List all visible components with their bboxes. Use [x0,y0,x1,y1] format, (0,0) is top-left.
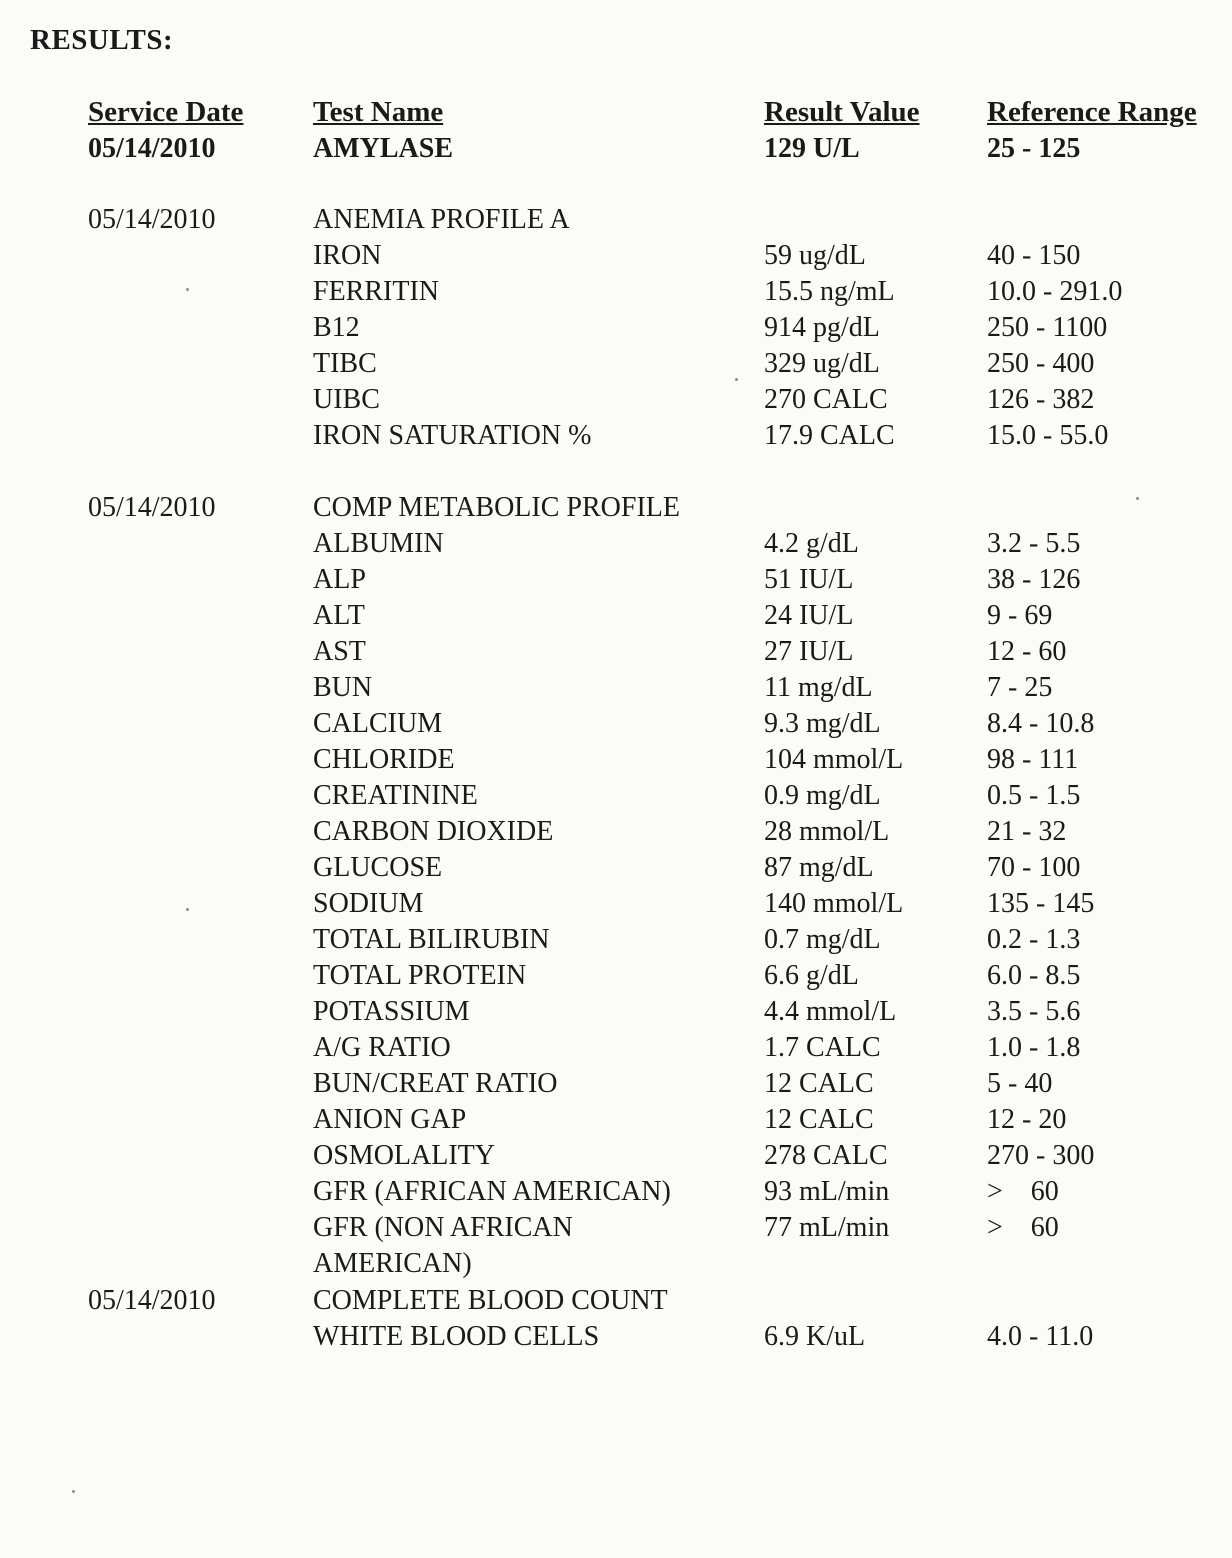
table-row [0,960,1232,996]
reference-range-cell: 0.5 - 1.5 [987,780,1081,811]
scan-speck [186,908,189,911]
scan-speck [735,378,738,381]
table-row [0,1140,1232,1176]
test-name-cell: CARBON DIOXIDE [313,816,554,847]
reference-range-cell: 270 - 300 [987,1140,1095,1171]
test-name-cell: FERRITIN [313,276,439,307]
table-row [0,1321,1232,1357]
result-value-cell: 28 mmol/L [764,816,890,847]
header-reference-range: Reference Range [987,96,1197,128]
reference-range-cell: 1.0 - 1.8 [987,1032,1081,1063]
test-name-cell: CREATININE [313,780,478,811]
reference-range-cell: > 60 [987,1212,1059,1243]
scan-speck [72,1490,75,1493]
header-test-name: Test Name [313,96,444,128]
reference-range-cell: 9 - 69 [987,600,1053,631]
table-row [0,888,1232,924]
reference-range-cell: 135 - 145 [987,888,1095,919]
scan-speck [1136,497,1139,500]
service-date-cell: 05/14/2010 [88,204,216,235]
result-value-cell: 329 ug/dL [764,348,880,379]
test-name-cell: GFR (NON AFRICAN [313,1212,573,1243]
test-name-cell: AST [313,636,366,667]
header-result-value: Result Value [764,96,920,128]
result-value-cell: 6.9 K/uL [764,1321,866,1352]
test-name-cell: OSMOLALITY [313,1140,495,1171]
reference-range-cell: 8.4 - 10.8 [987,708,1095,739]
result-value-cell: 59 ug/dL [764,240,866,271]
reference-range-cell: 21 - 32 [987,816,1067,847]
table-row [0,384,1232,420]
reference-range-cell: 3.2 - 5.5 [987,528,1081,559]
reference-range-cell: 98 - 111 [987,744,1079,775]
result-value-cell: 11 mg/dL [764,672,873,703]
result-value-cell: 51 IU/L [764,564,854,595]
test-name-cell: CHLORIDE [313,744,455,775]
table-row [0,1212,1232,1248]
table-row [0,600,1232,636]
test-name-cell: AMERICAN) [313,1248,472,1279]
table-row [0,240,1232,276]
test-name-cell: SODIUM [313,888,424,919]
test-name-cell: COMPLETE BLOOD COUNT [313,1285,668,1316]
service-date-cell: 05/14/2010 [88,133,216,164]
reference-range-cell: 126 - 382 [987,384,1095,415]
table-row [0,348,1232,384]
result-value-cell: 4.2 g/dL [764,528,859,559]
result-value-cell: 140 mmol/L [764,888,904,919]
table-row [0,528,1232,564]
test-name-cell: ALP [313,564,366,595]
service-date-cell: 05/14/2010 [88,1285,216,1316]
page-title: RESULTS: [30,24,174,56]
reference-range-cell: 70 - 100 [987,852,1081,883]
result-value-cell: 9.3 mg/dL [764,708,881,739]
test-name-cell: UIBC [313,384,380,415]
table-row [0,924,1232,960]
table-row [0,672,1232,708]
test-name-cell: TIBC [313,348,377,379]
table-row [0,1068,1232,1104]
reference-range-cell: 7 - 25 [987,672,1053,703]
test-name-cell: WHITE BLOOD CELLS [313,1321,600,1352]
header-service-date: Service Date [88,96,244,128]
table-row [0,133,1232,169]
result-value-cell: 0.7 mg/dL [764,924,881,955]
reference-range-cell: 12 - 60 [987,636,1067,667]
table-row [0,852,1232,888]
test-name-cell: TOTAL BILIRUBIN [313,924,550,955]
table-row [0,780,1232,816]
test-name-cell: IRON SATURATION % [313,420,592,451]
reference-range-cell: > 60 [987,1176,1059,1207]
result-value-cell: 0.9 mg/dL [764,780,881,811]
table-row [0,816,1232,852]
result-value-cell: 104 mmol/L [764,744,904,775]
test-name-cell: ANION GAP [313,1104,467,1135]
result-value-cell: 914 pg/dL [764,312,880,343]
table-row [0,1248,1232,1284]
table-row [0,564,1232,600]
reference-range-cell: 4.0 - 11.0 [987,1321,1094,1352]
test-name-cell: AMYLASE [313,133,454,164]
test-name-cell: GLUCOSE [313,852,443,883]
reference-range-cell: 250 - 1100 [987,312,1108,343]
reference-range-cell: 38 - 126 [987,564,1081,595]
table-row [0,636,1232,672]
reference-range-cell: 15.0 - 55.0 [987,420,1109,451]
reference-range-cell: 10.0 - 291.0 [987,276,1123,307]
result-value-cell: 278 CALC [764,1140,888,1171]
test-name-cell: A/G RATIO [313,1032,451,1063]
test-name-cell: ALT [313,600,365,631]
result-value-cell: 87 mg/dL [764,852,874,883]
reference-range-cell: 25 - 125 [987,133,1081,164]
table-row [0,492,1232,528]
result-value-cell: 27 IU/L [764,636,854,667]
test-name-cell: BUN/CREAT RATIO [313,1068,558,1099]
test-name-cell: B12 [313,312,360,343]
table-row [0,1104,1232,1140]
reference-range-cell: 6.0 - 8.5 [987,960,1081,991]
table-row [0,1032,1232,1068]
table-row [0,1285,1232,1321]
test-name-cell: ANEMIA PROFILE A [313,204,570,235]
table-row [0,312,1232,348]
service-date-cell: 05/14/2010 [88,492,216,523]
result-value-cell: 1.7 CALC [764,1032,881,1063]
reference-range-cell: 250 - 400 [987,348,1095,379]
test-name-cell: COMP METABOLIC PROFILE [313,492,680,523]
result-value-cell: 15.5 ng/mL [764,276,895,307]
result-value-cell: 24 IU/L [764,600,854,631]
table-row [0,276,1232,312]
result-value-cell: 77 mL/min [764,1212,890,1243]
test-name-cell: BUN [313,672,373,703]
test-name-cell: GFR (AFRICAN AMERICAN) [313,1176,671,1207]
test-name-cell: TOTAL PROTEIN [313,960,527,991]
result-value-cell: 12 CALC [764,1104,874,1135]
reference-range-cell: 40 - 150 [987,240,1081,271]
reference-range-cell: 3.5 - 5.6 [987,996,1081,1027]
test-name-cell: ALBUMIN [313,528,444,559]
reference-range-cell: 12 - 20 [987,1104,1067,1135]
reference-range-cell: 5 - 40 [987,1068,1053,1099]
test-name-cell: CALCIUM [313,708,443,739]
result-value-cell: 93 mL/min [764,1176,890,1207]
result-value-cell: 270 CALC [764,384,888,415]
table-row [0,204,1232,240]
result-value-cell: 129 U/L [764,133,860,164]
table-row [0,708,1232,744]
result-value-cell: 12 CALC [764,1068,874,1099]
result-value-cell: 6.6 g/dL [764,960,859,991]
table-row [0,420,1232,456]
scan-speck [186,288,189,291]
reference-range-cell: 0.2 - 1.3 [987,924,1081,955]
test-name-cell: POTASSIUM [313,996,470,1027]
table-row [0,1176,1232,1212]
test-name-cell: IRON [313,240,382,271]
result-value-cell: 17.9 CALC [764,420,895,451]
result-value-cell: 4.4 mmol/L [764,996,897,1027]
table-row [0,996,1232,1032]
table-row [0,744,1232,780]
